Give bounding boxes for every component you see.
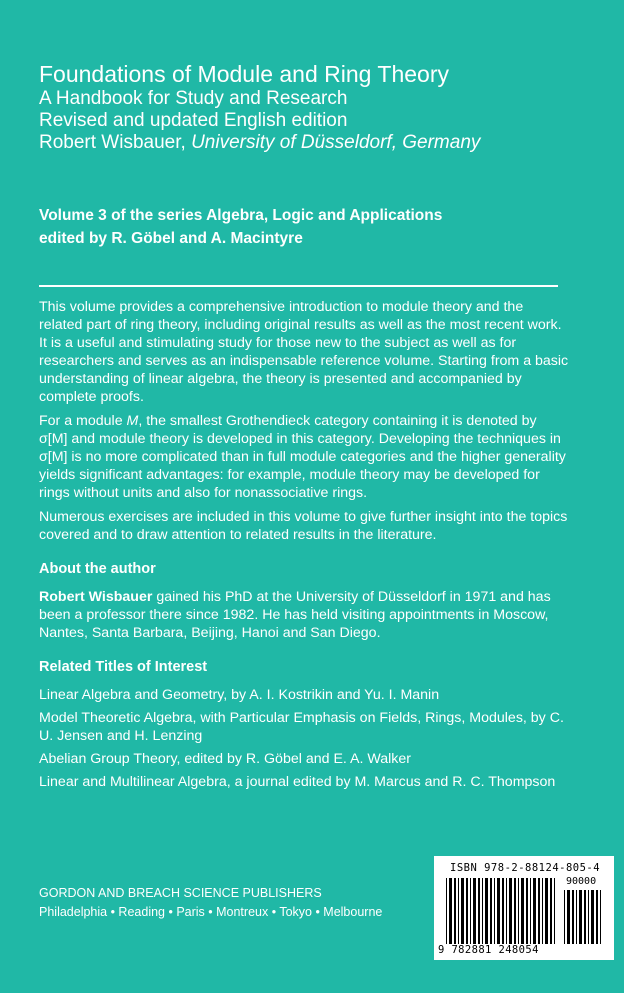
edition-line: Revised and updated English edition (39, 110, 348, 131)
barcode-bar (521, 878, 524, 944)
barcode-bar (446, 878, 447, 944)
about-text (39, 588, 569, 642)
publisher-cities: Philadelphia • Reading • Paris • Montreux • Tokyo • Melbourne (39, 905, 383, 919)
barcode-bar (482, 878, 483, 944)
barcode-bar (506, 878, 507, 944)
barcode-bar (538, 878, 540, 944)
barcode-bar (567, 890, 570, 944)
barcode-main-icon (446, 878, 558, 944)
description-paragraph: This volume provides a comprehensive introduction to module theory and the related part of ring theory, including original results as well as the most recent work. It is a useful and stimulating study for those new to the subject as well as for researchers and serves as an indispensable reference volume. Starting from a basic understanding of linear algebra, the theory is presented and accompanied by complete proofs. (39, 299, 569, 405)
related-title-item: Linear Algebra and Geometry, by A. I. Kostrikin and Yu. I. Manin (39, 687, 440, 703)
barcode-bar (572, 890, 574, 944)
author-name: Robert Wisbauer, (39, 132, 192, 153)
publisher-info (39, 884, 439, 922)
barcode-bar (494, 878, 495, 944)
series-line: Volume 3 of the series Algebra, Logic and Applications (39, 207, 443, 224)
barcode-bar (596, 890, 598, 944)
barcode-bar (588, 890, 589, 944)
barcode-addon-digits: 90000 (566, 876, 597, 887)
related-title-item: Abelian Group Theory, edited by R. Göbel and E. A. Walker (39, 751, 411, 767)
barcode-bar (533, 878, 536, 944)
blurb (39, 298, 569, 796)
barcode-bar (579, 890, 582, 944)
description-paragraph (39, 412, 569, 502)
isbn-text: ISBN 978-2-88124-805-4 (450, 862, 601, 874)
description-paragraph: Numerous exercises are included in this volume to give further insight into the topics covered and to draw attention to related results in the literature. (39, 509, 568, 543)
barcode-addon-icon (564, 890, 604, 944)
barcode-bar (473, 878, 476, 944)
related-titles-list (39, 686, 569, 791)
related-title-item: Model Theoretic Algebra, with Particular Emphasis on Fields, Rings, Modules, by C. U. Jensen and H. Lenzing (39, 710, 564, 744)
publisher-name: GORDON AND BREACH SCIENCE PUBLISHERS (39, 886, 322, 900)
about-author-name: Robert Wisbauer (39, 589, 153, 605)
math-symbol: M (126, 413, 139, 429)
related-heading: Related Titles of Interest (39, 659, 208, 675)
barcode-bar (545, 878, 548, 944)
barcode-bar (564, 890, 565, 944)
barcode-bar (490, 878, 492, 944)
title-block (39, 60, 599, 154)
barcode-bar (584, 890, 586, 944)
barcode-bar (466, 878, 468, 944)
barcode-digits: 9 782881 248054 (438, 944, 539, 956)
barcode-bar (449, 878, 452, 944)
barcode-bar (542, 878, 543, 944)
related-title-item: Linear and Multilinear Algebra, a journal edited by M. Marcus and R. C. Thompson (39, 774, 556, 790)
barcode-bar (518, 878, 519, 944)
text-span: , the smallest Grothendieck category containing it is denoted by σ[M] and module theory is developed in this category. Developing the techniques in σ[M] is no more complicated than in full module categories and the higher generality yields significant advantages: for example, module theory may be developed for rings without units and also for nonassociative rings. (39, 413, 566, 501)
text-span: gained his PhD at the University of Düsseldorf in 1971 and has been a professor there since 1982. He has held visiting appointments in Moscow, Nantes, Santa Barbara, Beijing, Hanoi and San Diego. (39, 589, 551, 641)
book-subtitle: A Handbook for Study and Research (39, 88, 348, 109)
barcode-bar (509, 878, 512, 944)
barcode-bar (478, 878, 480, 944)
barcode-bar (514, 878, 516, 944)
barcode-bar (470, 878, 471, 944)
series-editors: edited by R. Göbel and A. Macintyre (39, 230, 303, 247)
book-title: Foundations of Module and Ring Theory (39, 61, 450, 87)
author-affiliation: University of Düsseldorf, Germany (191, 132, 481, 153)
divider (39, 285, 558, 287)
barcode-bar (497, 878, 500, 944)
author-line (39, 132, 599, 154)
barcode-bar (554, 878, 555, 944)
barcode-bar (591, 890, 594, 944)
barcode-bar (526, 878, 528, 944)
barcode-bar (576, 890, 577, 944)
barcode-bar (458, 878, 459, 944)
barcode-bar (454, 878, 456, 944)
barcode-bar (502, 878, 504, 944)
barcode-bar (550, 878, 552, 944)
barcode-bar (461, 878, 464, 944)
barcode-label (434, 856, 614, 960)
text-span: For a module (39, 413, 127, 429)
series-info (39, 204, 599, 250)
about-heading: About the author (39, 561, 156, 577)
barcode-bar (600, 890, 601, 944)
barcode-bar (485, 878, 488, 944)
barcode-bar (530, 878, 531, 944)
